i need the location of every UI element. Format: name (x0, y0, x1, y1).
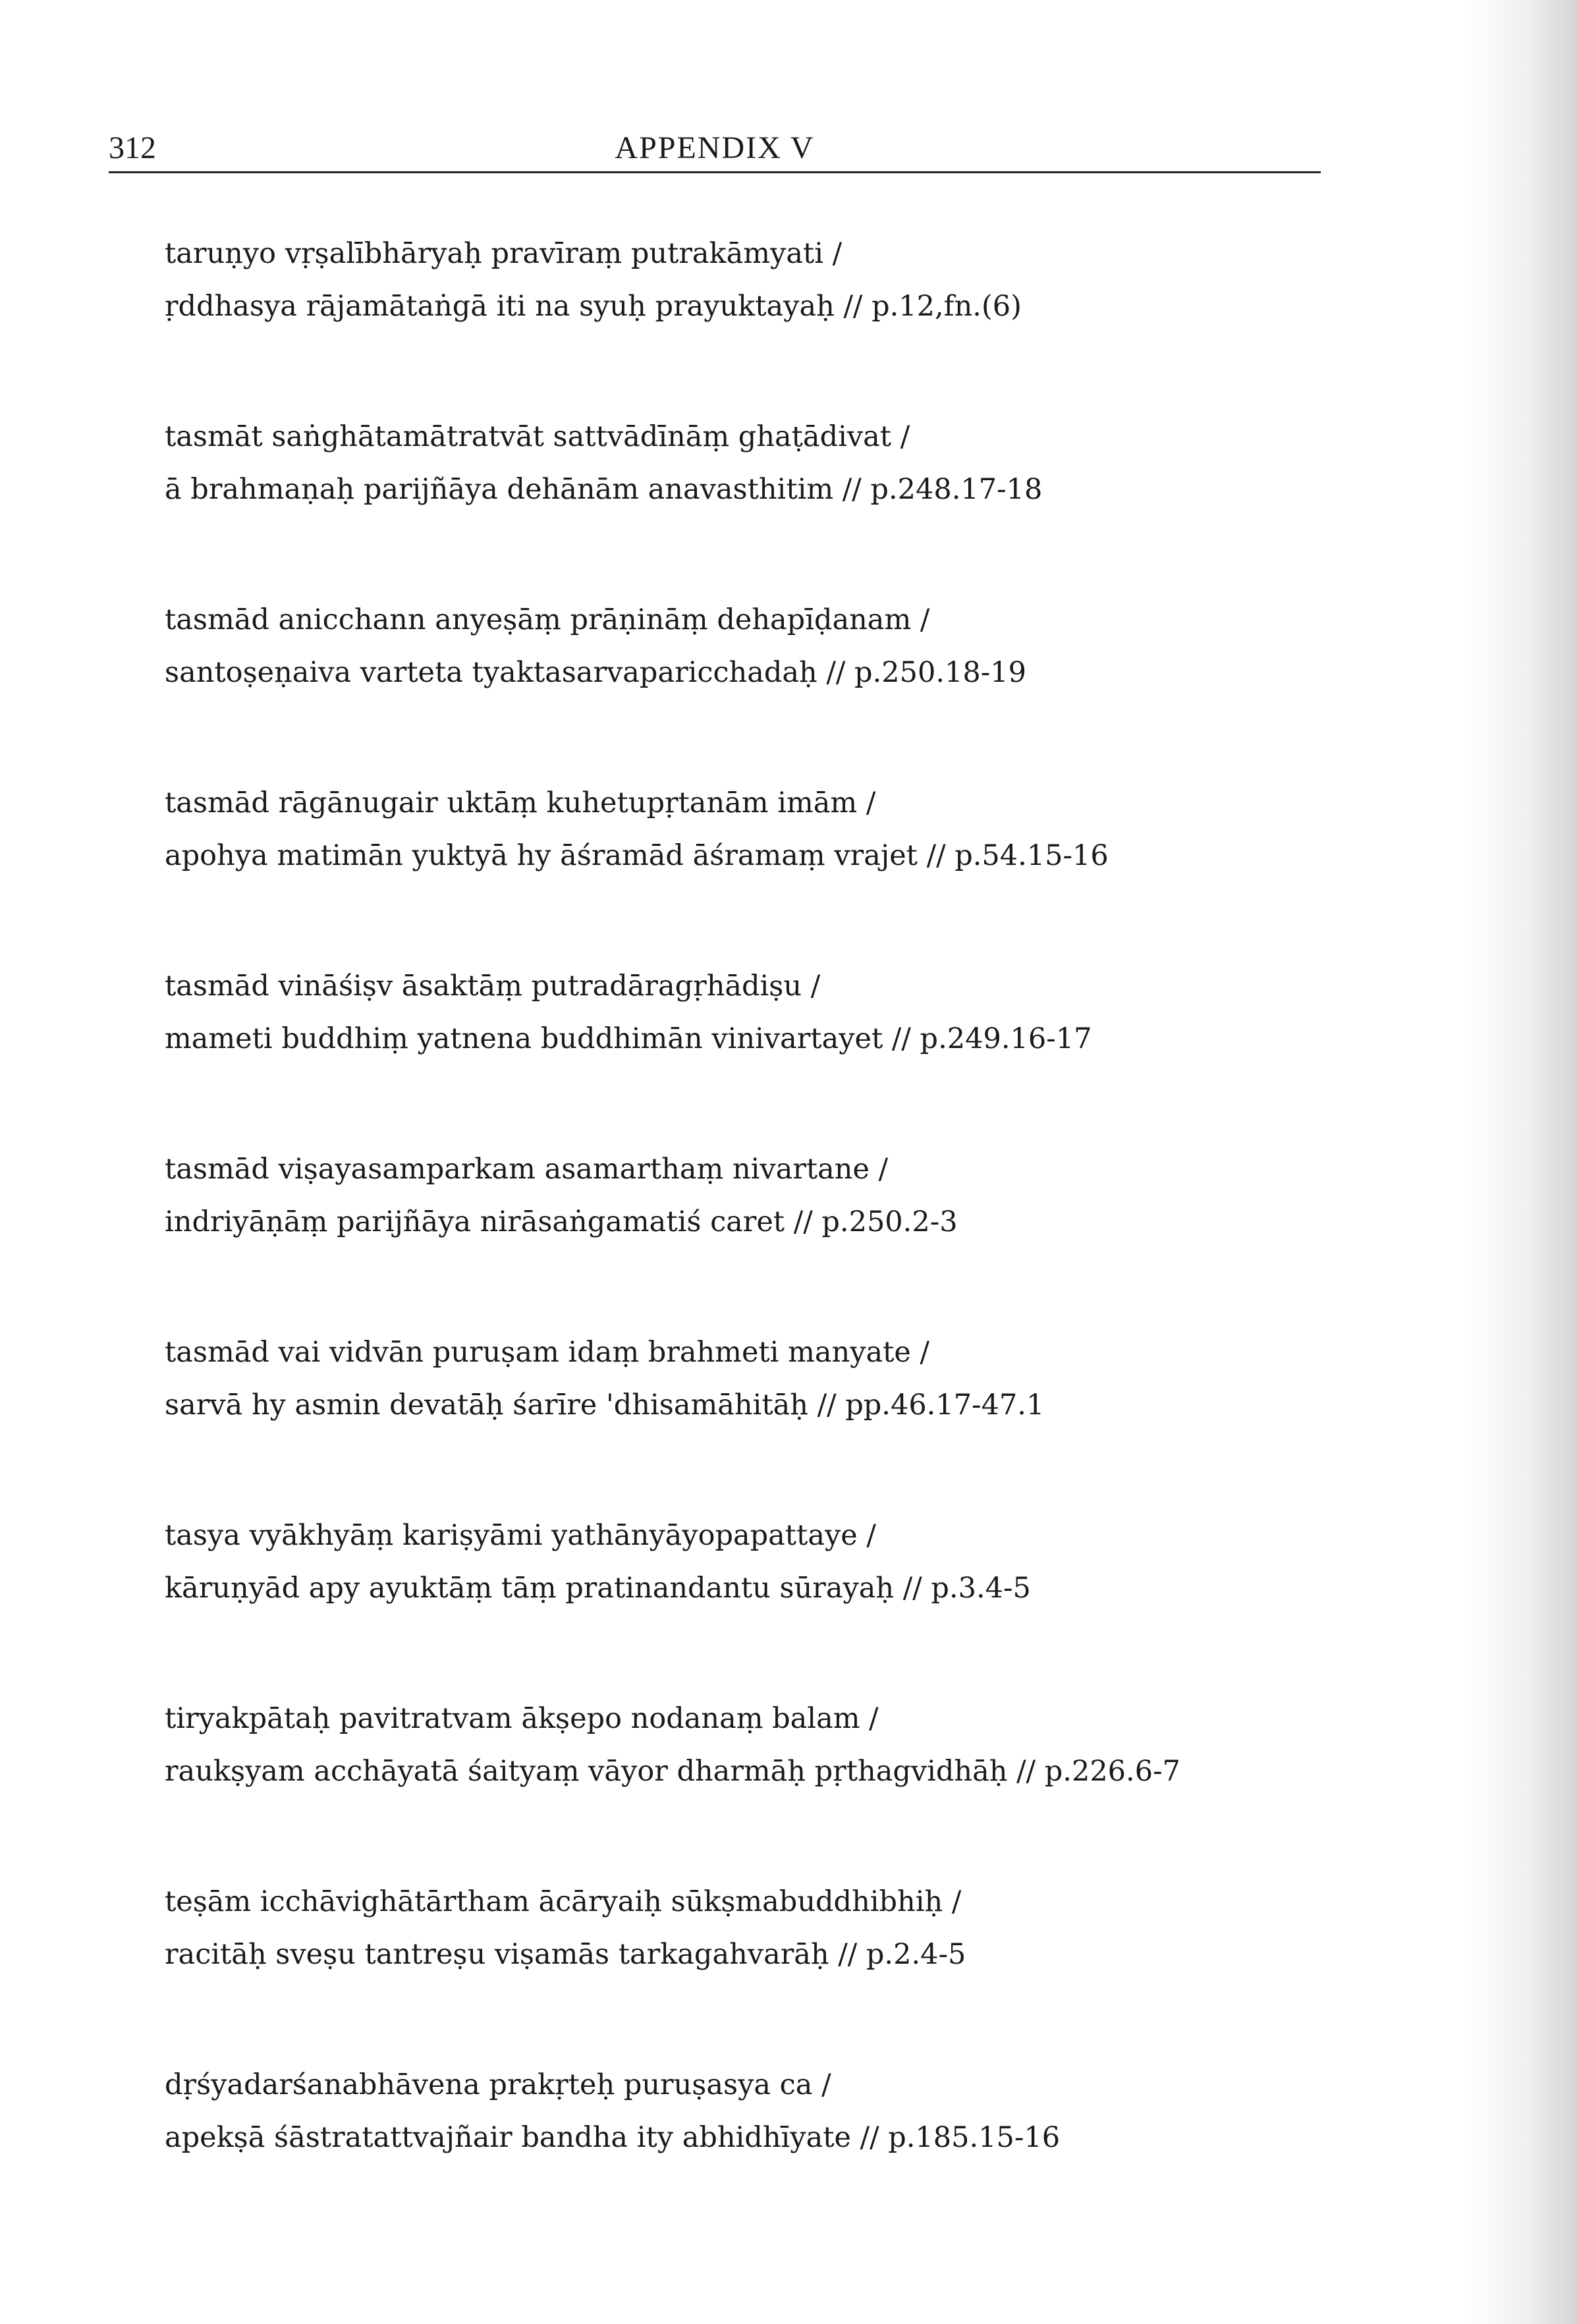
verse-line: kāruṇyād apy ayuktāṃ tāṃ pratinandantu sūrayaḥ // p.3.4-5 (165, 1572, 1031, 1605)
verse-line: santoṣeṇaiva varteta tyaktasarvaparicchadaḥ // p.250.18-19 (165, 656, 1026, 689)
verse-line: ṛddhasya rājamātaṅgā iti na syuḥ prayuktayaḥ // p.12,fn.(6) (165, 290, 1022, 323)
verse-line: indriyāṇāṃ parijñāya nirāsaṅgamatiś caret // p.250.2-3 (165, 1205, 958, 1238)
verse-line: tasmād vai vidvān puruṣam idaṃ brahmeti manyate / (165, 1336, 930, 1369)
verse-2 (165, 410, 1324, 594)
verse-line: dṛśyadarśanabhāvena prakṛteḥ puruṣasya ca / (165, 2068, 831, 2101)
page-number: 312 (109, 130, 156, 165)
verse-5 (165, 960, 1324, 1143)
verse-line: tasmāt saṅghātamātratvāt sattvādīnāṃ ghaṭādivat / (165, 420, 910, 453)
verse-line: mameti buddhiṃ yatnena buddhimān vinivartayet // p.249.16-17 (165, 1022, 1092, 1055)
verse-1 (165, 227, 1324, 410)
verse-line: tasmād rāgānugair uktāṃ kuhetupṛtanām imām / (165, 787, 876, 819)
verse-line: tasmād anicchann anyeṣāṃ prāṇināṃ dehapīḍanam / (165, 603, 930, 636)
verse-10 (165, 1875, 1324, 2059)
verse-8 (165, 1509, 1324, 1692)
running-title: APPENDIX V (615, 130, 815, 165)
verse-line: tiryakpātaḥ pavitratvam ākṣepo nodanaṃ balam / (165, 1702, 879, 1735)
verse-3 (165, 594, 1324, 777)
verse-line: apohya matimān yuktyā hy āśramād āśramaṃ vrajet // p.54.15-16 (165, 839, 1109, 872)
verse-6 (165, 1143, 1324, 1326)
verse-line: raukṣyam acchāyatā śaityaṃ vāyor dharmāḥ pṛthagvidhāḥ // p.226.6-7 (165, 1755, 1180, 1788)
verse-line: ā brahmaṇaḥ parijñāya dehānām anavasthitim // p.248.17-18 (165, 473, 1043, 506)
verse-line: sarvā hy asmin devatāḥ śarīre 'dhisamāhitāḥ // pp.46.17-47.1 (165, 1389, 1045, 1422)
verse-line: tasmād viṣayasamparkam asamarthaṃ nivartane / (165, 1153, 889, 1186)
verse-line: taruṇyo vṛṣalībhāryaḥ pravīraṃ putrakāmyati / (165, 237, 843, 270)
verse-7 (165, 1326, 1324, 1509)
verse-line: tasmād vināśiṣv āsaktāṃ putradāragṛhādiṣu / (165, 970, 821, 1003)
page-edge-shadow (1465, 0, 1577, 2324)
verse-9 (165, 1692, 1324, 1875)
verse-4 (165, 777, 1324, 960)
verse-line: racitāḥ sveṣu tantreṣu viṣamās tarkagahvarāḥ // p.2.4-5 (165, 1938, 966, 1971)
verse-line: teṣām icchāvighātārtham ācāryaiḥ sūkṣmabuddhibhiḥ / (165, 1885, 962, 1918)
verse-11 (165, 2059, 1324, 2242)
verse-list (165, 227, 1324, 2242)
verse-line: apekṣā śāstratattvajñair bandha ity abhidhīyate // p.185.15-16 (165, 2121, 1061, 2154)
verse-line: tasya vyākhyāṃ kariṣyāmi yathānyāyopapattaye / (165, 1519, 876, 1552)
running-header (109, 119, 1321, 173)
